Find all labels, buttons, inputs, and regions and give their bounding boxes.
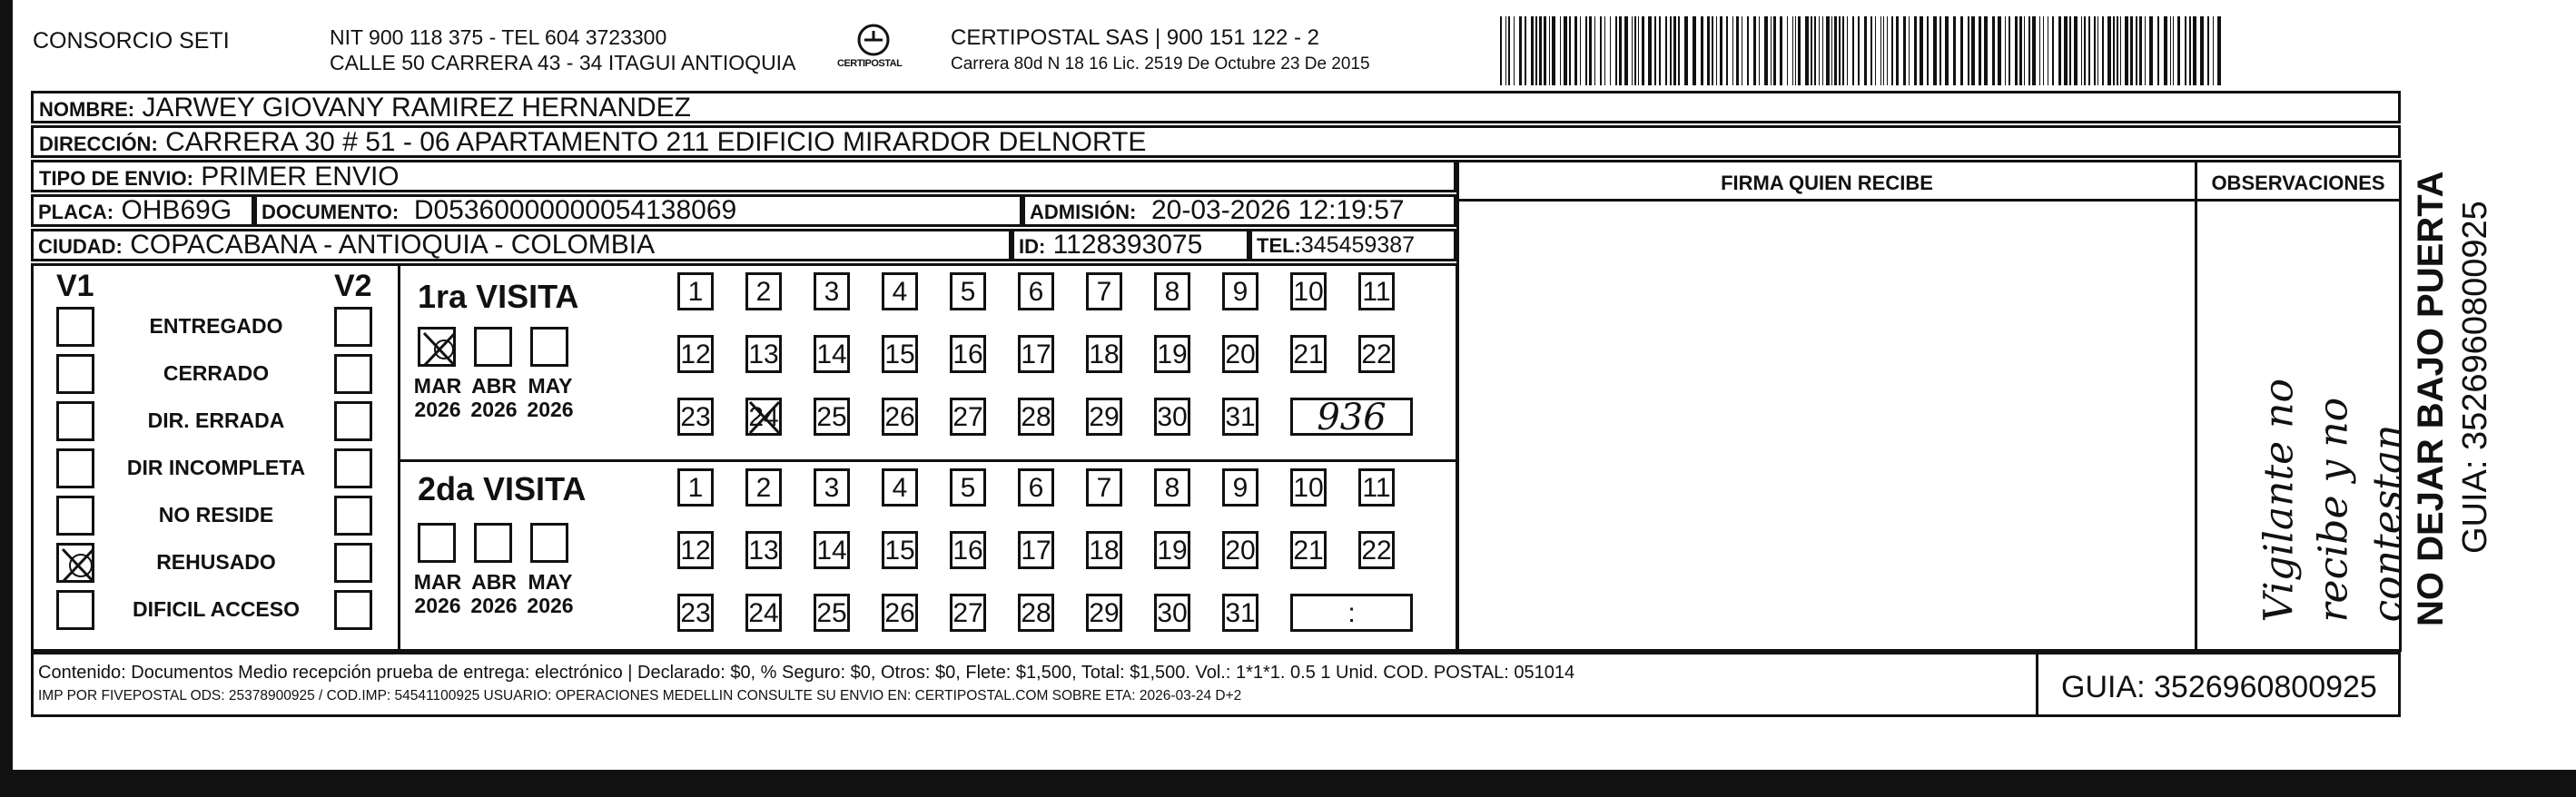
tipo-value: PRIMER ENVIO	[201, 162, 400, 192]
month-checkbox[interactable]	[530, 327, 568, 367]
side-warning: NO DEJAR BAJO PUERTA	[2411, 171, 2451, 626]
status-label: CERRADO	[163, 361, 270, 385]
day-box[interactable]: 20	[1222, 531, 1258, 569]
v1-checkbox[interactable]	[56, 307, 94, 347]
year-label: 2026	[470, 398, 518, 421]
day-box[interactable]: 25	[814, 594, 850, 632]
firma-divider	[1456, 160, 2197, 202]
day-box[interactable]: 19	[1154, 531, 1190, 569]
day-box[interactable]: 29	[1086, 398, 1122, 436]
day-box[interactable]: 26	[882, 398, 918, 436]
side-guia: GUIA: 3526960800925	[2456, 201, 2494, 554]
day-box[interactable]: 2	[745, 468, 782, 507]
visit-divider-left	[398, 263, 400, 652]
nombre-value: JARWEY GIOVANY RAMIREZ HERNANDEZ	[142, 93, 691, 123]
v1-checkbox[interactable]	[56, 448, 94, 488]
day-box[interactable]: 8	[1154, 272, 1190, 310]
address-line: CALLE 50 CARRERA 43 - 34 ITAGUI ANTIOQUIA	[330, 51, 796, 74]
day-box[interactable]: 18	[1086, 335, 1122, 373]
footer-contenido: Contenido: Documentos Medio recepción prueba de entrega: electrónico | Declarado: $0, % Seguro: $0, Otros: $0, Flete: $1,500, Total: $1,500. Vol.: 1*1*1. 0.5 1 Unid. COD. POSTAL: 051014	[38, 663, 1575, 683]
day-box[interactable]: 31	[1222, 398, 1258, 436]
status-label: ENTREGADO	[149, 314, 283, 338]
placa-cell: PLACA: OHB69G	[31, 194, 254, 227]
status-label: DIR INCOMPLETA	[126, 456, 306, 479]
day-box[interactable]: 26	[882, 594, 918, 632]
day-box[interactable]: 11	[1358, 468, 1395, 507]
day-box[interactable]: 27	[950, 594, 986, 632]
day-box[interactable]: 28	[1018, 398, 1054, 436]
footer-imp: IMP POR FIVEPOSTAL ODS: 25378900925 / COD.IMP: 54541100925 USUARIO: OPERACIONES MEDELLIN CONSULTE SU ENVIO EN: CERTIPOSTAL.COM SOBRE ETA: 2026-03-24 D+2	[38, 688, 1242, 704]
day-box[interactable]: 10	[1290, 272, 1327, 310]
day-box[interactable]: 4	[882, 272, 918, 310]
day-box[interactable]: 11	[1358, 272, 1395, 310]
day-box[interactable]: 25	[814, 398, 850, 436]
v2-checkbox[interactable]	[334, 354, 372, 394]
status-label: REHUSADO	[156, 550, 276, 574]
day-box[interactable]: 1	[677, 468, 714, 507]
day-box[interactable]: 10	[1290, 468, 1327, 507]
status-label: DIFICIL ACCESO	[132, 597, 300, 621]
footer-guia: GUIA: 3526960800925	[2061, 670, 2377, 704]
v2-checkbox[interactable]	[334, 307, 372, 347]
barcode	[1500, 16, 2226, 85]
visit-divider-mid	[398, 459, 1458, 462]
day-box[interactable]: 7	[1086, 272, 1122, 310]
firma-box	[1456, 160, 2197, 652]
logo-text: CERTIPOSTAL	[837, 58, 903, 69]
month-label: MAR	[413, 570, 462, 594]
month-label: MAR	[413, 374, 462, 398]
day-box[interactable]: 22	[1358, 335, 1395, 373]
ciudad-cell: CIUDAD: COPACABANA - ANTIOQUIA - COLOMBIA	[31, 229, 1012, 261]
year-label: 2026	[470, 594, 518, 617]
year-label: 2026	[414, 594, 461, 617]
day-box[interactable]: 15	[882, 335, 918, 373]
day-box[interactable]: 18	[1086, 531, 1122, 569]
day-box[interactable]: 5	[950, 272, 986, 310]
certipostal-line: CERTIPOSTAL SAS | 900 151 122 - 2	[951, 25, 1319, 50]
day-box[interactable]: 23	[677, 594, 714, 632]
day-box[interactable]: 31	[1222, 594, 1258, 632]
day-box[interactable]: 14	[814, 531, 850, 569]
observaciones-divider	[2195, 160, 2402, 202]
month-label: ABR	[471, 570, 517, 594]
visit2-title: 2da VISITA	[418, 470, 587, 507]
license-line: Carrera 80d N 18 16 Lic. 2519 De Octubre 23 De 2015	[951, 54, 1370, 74]
day-box[interactable]: 3	[814, 468, 850, 507]
documento-cell: DOCUMENTO: D05360000000054138069	[254, 194, 1022, 227]
v1-checkbox[interactable]	[56, 354, 94, 394]
visit1-title: 1ra VISITA	[418, 278, 579, 315]
day-box[interactable]: 5	[950, 468, 986, 507]
status-label: DIR. ERRADA	[147, 408, 285, 432]
month-label: MAY	[528, 570, 573, 594]
day-box[interactable]: 19	[1154, 335, 1190, 373]
day-box[interactable]: 20	[1222, 335, 1258, 373]
v2-checkbox[interactable]	[334, 590, 372, 630]
month-checkbox[interactable]	[418, 327, 456, 367]
month-checkbox[interactable]	[474, 327, 512, 367]
v1-label: V1	[56, 269, 94, 303]
day-box[interactable]: 9	[1222, 272, 1258, 310]
scan-edge-left	[0, 0, 13, 797]
day-box[interactable]: 13	[745, 531, 782, 569]
day-box[interactable]: 16	[950, 531, 986, 569]
day-box[interactable]: 23	[677, 398, 714, 436]
certipostal-logo-icon	[835, 22, 908, 76]
day-box[interactable]: 12	[677, 335, 714, 373]
day-box[interactable]: 3	[814, 272, 850, 310]
day-box[interactable]: 30	[1154, 398, 1190, 436]
day-box[interactable]: 24	[745, 594, 782, 632]
day-box[interactable]: 7	[1086, 468, 1122, 507]
company-name: CONSORCIO SETI	[33, 28, 230, 54]
day-box[interactable]: 4	[882, 468, 918, 507]
v2-checkbox[interactable]	[334, 448, 372, 488]
admision-cell: ADMISIÓN: 20-03-2026 12:19:57	[1022, 194, 1456, 227]
year-label: 2026	[414, 398, 461, 421]
month-label: MAY	[528, 374, 573, 398]
status-label: NO RESIDE	[158, 503, 274, 526]
handwritten-code[interactable]: 936	[1290, 398, 1413, 436]
day-box[interactable]: 30	[1154, 594, 1190, 632]
day-box[interactable]: 24	[745, 398, 782, 436]
observation-handwriting: Vigilante no recibe y no contestan	[2255, 379, 2412, 623]
day-box[interactable]: 2	[745, 272, 782, 310]
day-box[interactable]: 14	[814, 335, 850, 373]
v2-checkbox[interactable]	[334, 543, 372, 583]
day-box[interactable]: 12	[677, 531, 714, 569]
day-box[interactable]: 27	[950, 398, 986, 436]
footer-divider	[2036, 652, 2038, 717]
tipo-row: TIPO DE ENVIO: PRIMER ENVIO	[31, 160, 1456, 192]
month-checkbox[interactable]	[530, 523, 568, 563]
v2-checkbox[interactable]	[334, 496, 372, 536]
day-box[interactable]: 16	[950, 335, 986, 373]
scan-edge	[0, 770, 2576, 797]
direccion-value: CARRERA 30 # 51 - 06 APARTAMENTO 211 EDIFICIO MIRARDOR DELNORTE	[165, 127, 1147, 157]
v2-label: V2	[334, 269, 372, 303]
time-box[interactable]: :	[1290, 594, 1413, 632]
day-box[interactable]: 22	[1358, 531, 1395, 569]
year-label: 2026	[527, 398, 574, 421]
nombre-row: NOMBRE: JARWEY GIOVANY RAMIREZ HERNANDEZ	[31, 91, 2401, 123]
day-box[interactable]: 9	[1222, 468, 1258, 507]
year-label: 2026	[527, 594, 574, 617]
v1-checkbox[interactable]	[56, 590, 94, 630]
day-box[interactable]: 1	[677, 272, 714, 310]
day-box[interactable]: 6	[1018, 272, 1054, 310]
day-box[interactable]: 21	[1290, 335, 1327, 373]
footer-frame	[31, 652, 2401, 717]
day-box[interactable]: 6	[1018, 468, 1054, 507]
v1-checkbox[interactable]	[56, 496, 94, 536]
day-box[interactable]: 21	[1290, 531, 1327, 569]
day-box[interactable]: 8	[1154, 468, 1190, 507]
direccion-row: DIRECCIÓN: CARRERA 30 # 51 - 06 APARTAMENTO 211 EDIFICIO MIRARDOR DELNORTE	[31, 125, 2401, 158]
observaciones-label: OBSERVACIONES	[2211, 172, 2385, 194]
v1-checkbox[interactable]	[56, 543, 94, 583]
id-cell: ID: 1128393075	[1012, 229, 1249, 261]
day-box[interactable]: 29	[1086, 594, 1122, 632]
day-box[interactable]: 17	[1018, 335, 1054, 373]
v1-checkbox[interactable]	[56, 401, 94, 441]
day-box[interactable]: 15	[882, 531, 918, 569]
day-box[interactable]: 13	[745, 335, 782, 373]
month-checkbox[interactable]	[474, 523, 512, 563]
firma-label: FIRMA QUIEN RECIBE	[1721, 172, 1933, 194]
v2-checkbox[interactable]	[334, 401, 372, 441]
day-box[interactable]: 28	[1018, 594, 1054, 632]
month-label: ABR	[471, 374, 517, 398]
month-checkbox[interactable]	[418, 523, 456, 563]
day-box[interactable]: 17	[1018, 531, 1054, 569]
tel-cell: TEL:345459387	[1249, 229, 1456, 261]
nit-line: NIT 900 118 375 - TEL 604 3723300	[330, 25, 667, 49]
